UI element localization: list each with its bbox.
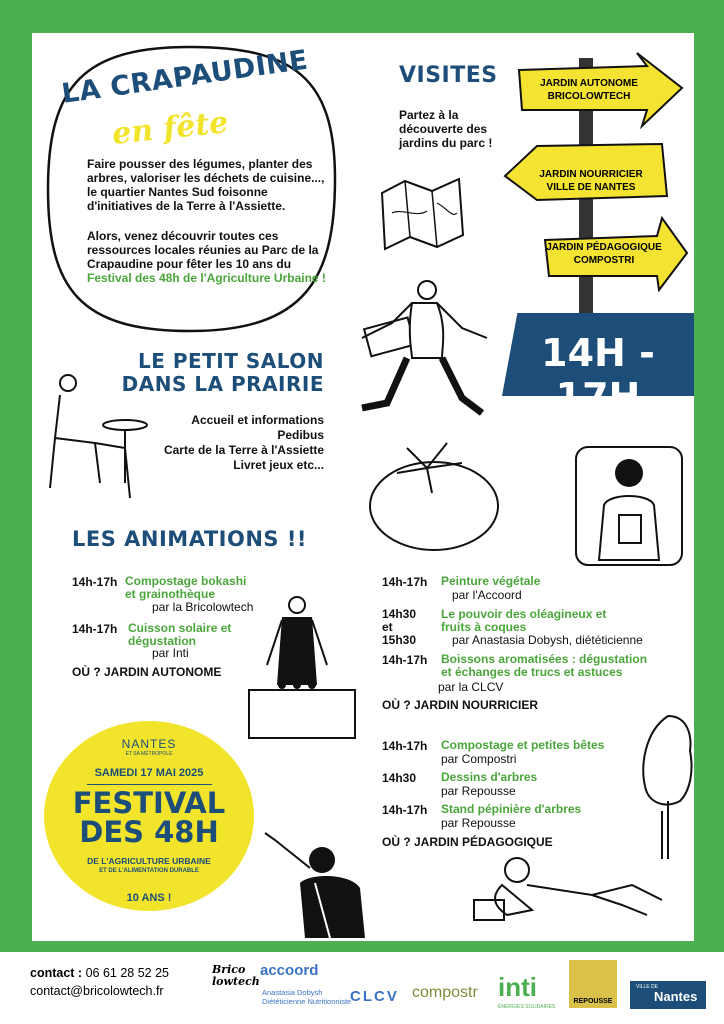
clcv-logo: CLCV [350,988,399,1005]
walking-person-illustration [352,278,492,428]
tree-illustration [640,711,694,861]
salon-item: Carte de la Terre à l'Assiette [163,443,324,457]
hours-text: 14H - 17H [541,331,655,419]
salon-item: Pedibus [277,428,324,442]
activity-oleagineux: Le pouvoir des oléagineux et fruits à coques [441,607,607,634]
activity-by: par Compostri [441,752,517,766]
time-label: 14h-17h [382,653,428,667]
activity-by: par Repousse [441,816,516,830]
activity-dessins: Dessins d'arbres [441,770,538,784]
sign-1: JARDIN AUTONOME BRICOLOWTECH [540,78,638,102]
pointing-person-illustration [260,828,370,940]
anastasia-logo: Anastasia Dobysh Diététicienne Nutritionniste [262,988,352,1006]
salon-item: Livret jeux etc... [233,458,324,472]
where-autonome: OÙ ? JARDIN AUTONOME [72,665,222,679]
activity-by: par la CLCV [438,680,504,694]
sign-3: JARDIN PÉDAGOGIQUE COMPOSTRI [546,242,662,266]
festival-city-sub: ET SA MÉTROPOLE [125,751,173,757]
activity-by: par Repousse [441,784,516,798]
activity-compostage: Compostage et petites bêtes [441,738,605,752]
visites-title: VISITES [399,63,498,88]
salon-item: Accueil et informations [191,413,324,427]
map-icon [377,173,467,253]
activity-by: par Inti [152,646,189,660]
salon-title: LE PETIT SALON DANS LA PRAIRIE [121,349,324,396]
salon-list [142,413,324,473]
footer [0,952,724,1024]
nantes-logo: VILLE DE Nantes [630,981,706,1009]
festival-subtitle: DE L'AGRICULTURE URBAINE [87,856,211,866]
time-label: 14h-17h [72,575,118,589]
stand-person-illustration [247,595,357,740]
inti-logo: inti [498,972,537,1002]
tomato-illustration [367,438,502,553]
time-label: 14h30 [382,771,417,785]
festival-anniversary: 10 ANS ! [126,892,172,904]
where-nourricier: OÙ ? JARDIN NOURRICIER [382,698,539,712]
lying-person-illustration [472,845,667,925]
activity-boissons: Boissons aromatisées : dégustation et échanges de trucs et astuces [441,652,648,679]
time-label: 14h-17h [382,575,428,589]
sign-2: JARDIN NOURRICIER VILLE DE NANTES [539,169,643,193]
visites-text: Partez à la découverte des jardins du parc ! [399,108,493,150]
activity-by: par l'Accoord [452,588,522,602]
intro-p2: Alors, venez découvrir toutes ces ressources locales réunies au Parc de la Crapaudine pour fêter les 10 ans du Festival des 48h de l'Agriculture Urbaine ! [87,229,326,285]
activity-bokashi: Compostage bokashi et grainothèque [125,574,247,601]
time-label: 14h-17h [382,739,428,753]
accoord-logo: accoord [260,962,319,979]
seated-person-illustration [40,373,150,508]
where-pedagogique: OÙ ? JARDIN PÉDAGOGIQUE [382,835,553,849]
activity-by: par Anastasia Dobysh, diététicienne [452,633,643,647]
festival-city: NANTES [121,737,177,751]
time-label: 14h-17h [72,622,118,636]
contact-phone: contact : 06 61 28 52 25 [30,966,169,980]
inti-sub: ÉNERGIES SOLIDAIRES [498,1004,556,1010]
time-label: 14h30 et 15h30 [382,607,417,647]
festival-divider [87,784,212,785]
animations-title: LES ANIMATIONS !! [72,527,307,551]
title-main: LA CRAPAUDINE [59,44,311,110]
festival-date: SAMEDI 17 MAI 2025 [94,767,204,779]
activity-by: par la Bricolowtech [152,600,254,614]
festival-name: FESTIVAL DES 48H [72,786,226,849]
reading-person-illustration [574,445,684,567]
time-label: 14h-17h [382,803,428,817]
title-en-fete: en fête [110,105,230,152]
intro-p1: Faire pousser des légumes, planter des arbres, valoriser les déchets de cuisine..., le quartier Nantes Sud foisonne d'initiatives de la Terre à l'Assiette. [87,157,325,213]
festival-subtitle-2: ET DE L'ALIMENTATION DURABLE [99,868,199,874]
activity-pepiniere: Stand pépinière d'arbres [441,802,582,816]
poster [32,33,694,941]
contact-email[interactable]: contact@bricolowtech.fr [30,984,164,998]
compostri-logo: compostr [412,984,478,1001]
repousse-logo: REPOUSSE [569,960,617,1008]
activity-cuisson: Cuisson solaire et dégustation [128,621,232,648]
bricolowtech-logo: Brico lowtech [212,963,260,988]
activity-peinture: Peinture végétale [441,574,541,588]
